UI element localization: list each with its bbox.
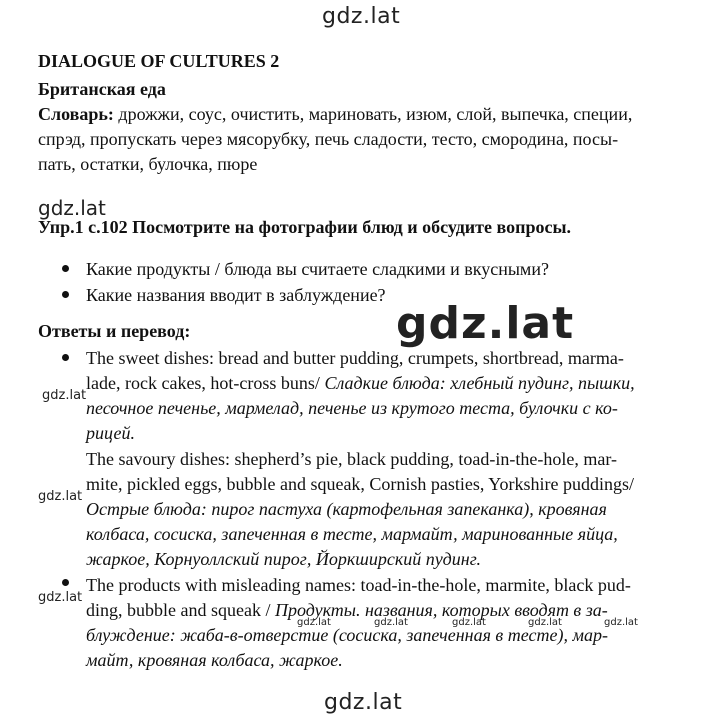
answer-savoury-line-2: mite, pickled eggs, bubble and squeak, Cornish pasties, Yorkshire puddings/ [86,474,634,494]
answer-sweet-line-2 [86,370,635,396]
answer-savoury-line-3: Острые блюда: пирог пастуха (картофельная запеканка), кровяная [86,499,607,519]
answer-misleading-line-3: блуждение: жаба-в-отверстие (сосиска, запеченная в тесте), мар- [86,625,608,645]
answer-sweet-line-1: The sweet dishes: bread and butter pudding, crumpets, shortbread, marma- [86,348,624,368]
vocab-line-3: пать, остатки, булочка, пюре [38,154,258,174]
vocab-label: Словарь: [38,104,114,124]
bullet-dot [62,354,69,361]
watermark-tiny: gdz.lat [297,617,331,628]
question-item-2: Какие названия вводит в заблуждение? [86,285,386,305]
watermark-top: gdz.lat [322,4,401,29]
question-item-1: Какие продукты / блюда вы считаете сладкими и вкусными? [86,259,549,279]
answer-savoury-line-4: колбаса, сосиска, запеченная в тесте, мармайт, маринованные яйца, [86,524,618,544]
answer-misleading-en: ding, bubble and squeak / [86,600,275,620]
answer-savoury-line-1: The savoury dishes: shepherd’s pie, black pudding, toad-in-the-hole, mar- [86,449,617,469]
vocab-line-2: спрэд, пропускать через мясорубку, печь сладости, тесто, смородина, посы- [38,129,619,149]
watermark-tiny: gdz.lat [374,617,408,628]
watermark-tiny: gdz.lat [452,617,486,628]
watermark-side-3: gdz.lat [38,590,83,605]
watermark-bottom: gdz.lat [324,690,403,715]
vocab-line-1 [38,101,632,127]
answers-heading: Ответы и перевод: [38,321,191,341]
watermark-tiny: gdz.lat [528,617,562,628]
watermark-side-1: gdz.lat [42,388,87,403]
answer-sweet-line-3: песочное печенье, мармелад, печенье из крутого теста, булочки с ко- [86,398,618,418]
answer-misleading-line-4: майт, кровяная колбаса, жаркое. [86,650,343,670]
bullet-dot [62,291,69,298]
watermark-large: gdz.lat [396,298,575,349]
document-title: DIALOGUE OF CULTURES 2 [38,51,280,71]
exercise-title: Упр.1 с.102 Посмотрите на фотографии блюд и обсудите вопросы. [38,217,572,237]
answer-misleading-ru: Продукты. названия, которых вводят в за- [274,600,608,620]
vocab-text-1: дрожжи, соус, очистить, мариновать, изюм, слой, выпечка, специи, [113,104,633,124]
answer-sweet-en: lade, rock cakes, hot-cross buns/ [86,373,325,393]
answer-savoury-line-5: жаркое, Корнуоллский пирог, Йоркширский пудинг. [86,549,481,569]
watermark-side-2: gdz.lat [38,489,83,504]
section-subtitle: Британская еда [38,79,166,99]
bullet-dot [62,265,69,272]
answer-sweet-ru: Сладкие блюда: хлебный пудинг, пышки, [324,373,635,393]
watermark-mid: gdz.lat [38,196,106,220]
answer-sweet-line-4: рицей. [86,423,135,443]
answer-misleading-line-1: The products with misleading names: toad-in-the-hole, marmite, black pud- [86,575,631,595]
bullet-dot [62,579,69,586]
watermark-tiny: gdz.lat [604,617,638,628]
